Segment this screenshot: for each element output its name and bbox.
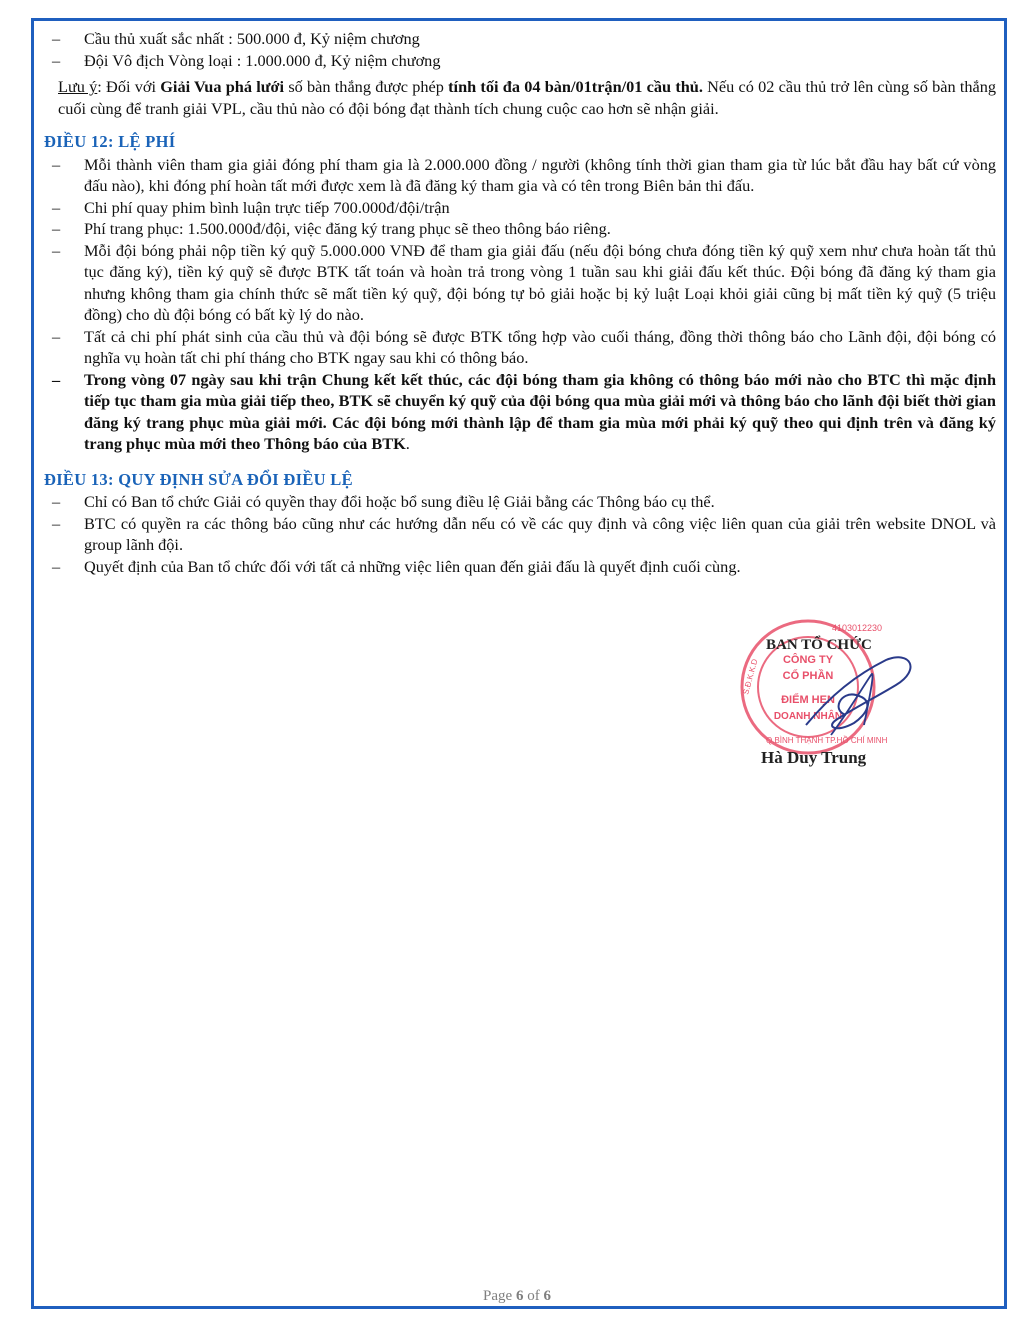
note-paragraph (44, 76, 996, 119)
section-heading-dieu-13: ĐIỀU 13: QUY ĐỊNH SỬA ĐỔI ĐIỀU LỆ (44, 469, 353, 489)
period: . (405, 434, 410, 453)
signature-title: BAN TỔ CHỨC (766, 637, 872, 653)
list-item: – Tất cả chi phí phát sinh của cầu thủ và đội bóng sẽ được BTK tổng hợp vào cuối tháng, đồng thời thông báo cho Lãnh đội, đội bóng có nghĩa vụ hoàn tất chi phí tháng cho BTK ngay sau khi có thông báo. (52, 326, 996, 367)
note-text: : Đối với (97, 77, 161, 96)
list-item-bold: – Trong vòng 07 ngày sau khi trận Chung kết kết thúc, các đội bóng tham gia không có thông báo mới nào cho BTC thì mặc định tiếp tục tham gia mùa giải tiếp theo, BTK sẽ chuyển ký quỹ của đội bóng qua mùa giải mới và thông báo cho lãnh đội biết thời gian đăng ký trang phục mùa giải mới. Các đội bóng mới thành lập để tham gia mùa mới phải ký quỹ theo qui định trên và đăng ký trang phục mùa mới theo Thông báo của BTK. (52, 369, 996, 453)
list-item-text: Chỉ có Ban tổ chức Giải có quyền thay đổi hoặc bổ sung điều lệ Giải bằng các Thông báo cụ thể. (84, 492, 715, 511)
award-line: – Cầu thủ xuất sắc nhất : 500.000 đ, Kỷ niệm chương (52, 29, 420, 48)
page-footer (0, 1288, 1034, 1305)
list-item: – Chi phí quay phim bình luận trực tiếp 700.000đ/đội/trận (52, 197, 450, 217)
list-item-text: Phí trang phục: 1.500.000đ/đội, việc đăng ký trang phục sẽ theo thông báo riêng. (84, 219, 611, 238)
list-item: – Mỗi đội bóng phải nộp tiền ký quỹ 5.000.000 VNĐ để tham gia giải đấu (nếu đội bóng chưa đóng tiền ký quỹ xem như chưa hoàn tất thủ tục đăng ký), tiền ký quỹ sẽ được BTK tất toán và hoàn trả trong vòng 1 tuần sau khi giải đấu kết thúc. Đội bóng đã đăng ký tham gia nhưng không tham gia chính thức sẽ mất tiền ký quỹ, đội bóng tự bỏ giải hoặc bị kỷ luật Loại khỏi giải cũng bị mất tiền ký quỹ (5 triệu đồng) cho dù đội bóng có bất kỳ lý do nào. (52, 240, 996, 324)
svg-text:4103012230: 4103012230 (832, 623, 883, 633)
page-word: Page (483, 1288, 513, 1304)
award-text: Cầu thủ xuất sắc nhất : 500.000 đ, Kỷ niệm chương (84, 29, 420, 48)
note-bold: tính tối đa 04 bàn/01trận/01 cầu thủ. (448, 77, 703, 96)
section-heading-dieu-12: ĐIỀU 12: LỆ PHÍ (44, 132, 176, 151)
signer-name: Hà Duy Trung (761, 748, 867, 767)
list-item: – Quyết định của Ban tổ chức đối với tất cả những việc liên quan đến giải đấu là quyết định cuối cùng. (52, 556, 741, 576)
svg-text:S.Đ.K.K.D: S.Đ.K.K.D (741, 657, 760, 696)
note-text: Nếu có 02 cầu thủ trở lên cùng số bàn thắng cuối cùng để tranh giải VPL, cầu thủ nào có đội bóng đạt thành tích chung cuộc cao hơn sẽ nhận giải. (58, 77, 997, 118)
svg-text:ĐIỂM HẸN: ĐIỂM HẸN (781, 694, 835, 706)
award-line: – Đội Vô địch Vòng loại : 1.000.000 đ, Kỷ niệm chương (52, 50, 441, 70)
list-item-text: Mỗi đội bóng phải nộp tiền ký quỹ 5.000.000 VNĐ để tham gia giải đấu (nếu đội bóng chưa đóng tiền ký quỹ xem như chưa hoàn tất thủ tục đăng ký), tiền ký quỹ sẽ được BTK tất toán và hoàn trả trong vòng 1 tuần sau khi giải đấu kết thúc. Đội bóng đã đăng ký tham gia nhưng không tham gia chính thức sẽ mất tiền ký quỹ, đội bóng tự bỏ giải hoặc bị kỷ luật Loại khỏi giải cũng bị mất tiền ký quỹ (5 triệu đồng) cho dù đội bóng có bất kỳ lý do nào. (84, 240, 996, 324)
list-item-text: Chi phí quay phim bình luận trực tiếp 700.000đ/đội/trận (84, 197, 450, 217)
list-item: – Chỉ có Ban tổ chức Giải có quyền thay đổi hoặc bổ sung điều lệ Giải bằng các Thông báo cụ thể. (52, 492, 715, 511)
list-item-text: Mỗi thành viên tham gia giải đóng phí tham gia là 2.000.000 đồng / người (không tính thời gian tham gia từ lúc bắt đầu hay bất cứ vòng đấu nào), khi đóng phí hoàn tất mới được xem là đã đăng ký tham gia và có tên trong Biên bản thi đấu. (84, 154, 996, 195)
svg-text:CÔNG TY: CÔNG TY (782, 654, 834, 666)
list-item-text: Quyết định của Ban tổ chức đối với tất cả những việc liên quan đến giải đấu là quyết định cuối cùng. (84, 556, 741, 576)
award-text: Đội Vô địch Vòng loại : 1.000.000 đ, Kỷ niệm chương (84, 50, 441, 70)
of-word: of (527, 1288, 540, 1304)
total-pages: 6 (543, 1288, 551, 1304)
list-item-text: Trong vòng 07 ngày sau khi trận Chung kết kết thúc, các đội bóng tham gia không có thông báo mới nào cho BTC thì mặc định tiếp tục tham gia mùa giải tiếp theo, BTK sẽ chuyển ký quỹ của đội bóng qua mùa giải mới và thông báo cho lãnh đội biết thời gian đăng ký trang phục mùa giải mới. Các đội bóng mới thành lập để tham gia mùa mới phải ký quỹ theo qui định trên và đăng ký trang phục mùa mới theo Thông báo của BTK (84, 369, 996, 453)
note-label: Lưu ý (58, 77, 98, 96)
signature-block (736, 615, 926, 785)
note-bold: Giải Vua phá lưới (160, 77, 285, 96)
list-item-text: BTC có quyền ra các thông báo cũng như các hướng dẫn nếu có về các quy định và công việc liên quan của giải trên website DNOL và group lãnh đội. (84, 513, 996, 554)
svg-text:CỔ PHẦN: CỔ PHẦN (782, 670, 834, 682)
list-item: – BTC có quyền ra các thông báo cũng như các hướng dẫn nếu có về các quy định và công việc liên quan của giải trên website DNOL và group lãnh đội. (52, 513, 996, 554)
list-item-text: Tất cả chi phí phát sinh của cầu thủ và đội bóng sẽ được BTK tổng hợp vào cuối tháng, đồng thời thông báo cho Lãnh đội, đội bóng có nghĩa vụ hoàn tất chi phí tháng cho BTK ngay sau khi có thông báo. (84, 326, 996, 367)
svg-text:DOANH NHÂN: DOANH NHÂN (773, 711, 843, 722)
document-body (44, 28, 996, 577)
list-item: – Phí trang phục: 1.500.000đ/đội, việc đăng ký trang phục sẽ theo thông báo riêng. (52, 219, 611, 238)
current-page: 6 (515, 1288, 524, 1304)
list-item: – Mỗi thành viên tham gia giải đóng phí tham gia là 2.000.000 đồng / người (không tính thời gian tham gia từ lúc bắt đầu hay bất cứ vòng đấu nào), khi đóng phí hoàn tất mới được xem là đã đăng ký tham gia và có tên trong Biên bản thi đấu. (52, 154, 996, 195)
svg-text:Q.BÌNH THẠNH TP.HỒ CHÍ MINH: Q.BÌNH THẠNH TP.HỒ CHÍ MINH (766, 736, 888, 745)
note-text: số bàn thắng được phép (284, 77, 449, 96)
